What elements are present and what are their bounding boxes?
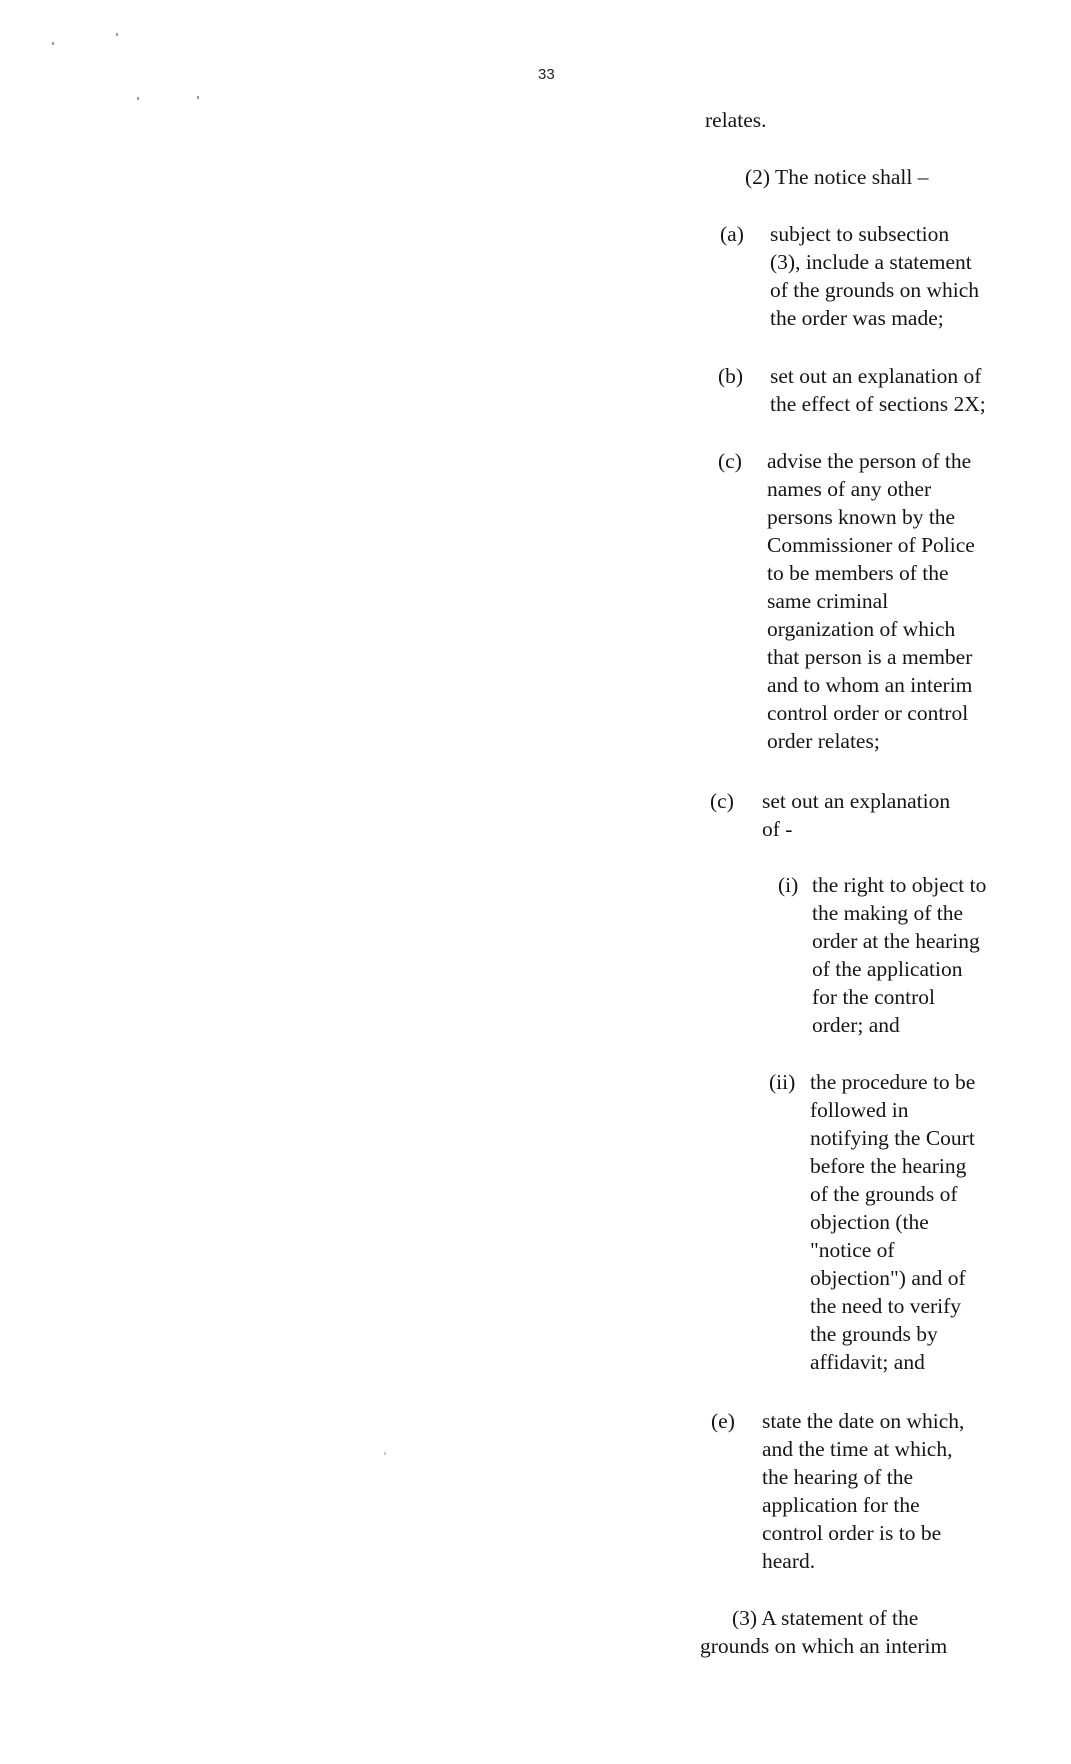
subitem-ii-text <box>810 1068 975 1376</box>
item-c2-label: (c) <box>710 789 734 813</box>
text-line: order relates; <box>767 729 880 753</box>
text-line: objection (the <box>810 1210 929 1234</box>
item-e-text <box>762 1407 964 1575</box>
text-line: the right to object to <box>812 873 987 897</box>
text-line: of the grounds on which <box>770 278 979 302</box>
scan-speck <box>116 33 118 36</box>
text-line: the effect of sections 2X; <box>770 392 986 416</box>
text-line: the procedure to be <box>810 1070 976 1094</box>
text-line: control order or control <box>767 701 969 725</box>
text-line: names of any other <box>767 477 932 501</box>
scan-speck <box>384 1452 386 1455</box>
text-line: (3) A statement of the <box>732 1606 919 1630</box>
text-line: heard. <box>762 1549 816 1573</box>
scan-speck <box>137 97 139 100</box>
text-line: same criminal <box>767 589 889 613</box>
text-line: (3), include a statement <box>770 250 972 274</box>
text-line: (2) The notice shall – <box>745 165 929 189</box>
text-line: set out an explanation <box>762 789 951 813</box>
text-line: the grounds by <box>810 1322 938 1346</box>
text-line: order; and <box>812 1013 900 1037</box>
text-line: that person is a member <box>767 645 973 669</box>
item-a-label: (a) <box>720 222 744 246</box>
text-line: to be members of the <box>767 561 949 585</box>
text-line: the making of the <box>812 901 964 925</box>
item-c-text <box>767 447 975 755</box>
text-line: before the hearing <box>810 1154 967 1178</box>
page-number: 33 <box>538 66 555 83</box>
text-line: organization of which <box>767 617 956 641</box>
lead-in-text <box>705 106 766 134</box>
subitem-ii-label: (ii) <box>769 1070 796 1094</box>
text-line: and to whom an interim <box>767 673 973 697</box>
item-c-label: (c) <box>718 449 742 473</box>
item-e-label: (e) <box>711 1409 735 1433</box>
text-line: the hearing of the <box>762 1465 914 1489</box>
text-line: state the date on which, <box>762 1409 965 1433</box>
subsection-2-heading <box>745 163 929 191</box>
subsection-3-text <box>700 1604 947 1660</box>
text-line: persons known by the <box>767 505 956 529</box>
text-line: Commissioner of Police <box>767 533 975 557</box>
text-line: for the control <box>812 985 935 1009</box>
text-line: order at the hearing <box>812 929 980 953</box>
text-line: relates. <box>705 108 767 132</box>
text-line: advise the person of the <box>767 449 972 473</box>
item-b-label: (b) <box>718 364 744 388</box>
text-line: objection") and of <box>810 1266 966 1290</box>
text-line: control order is to be <box>762 1521 942 1545</box>
text-line: the order was made; <box>770 306 944 330</box>
text-line: of the application <box>812 957 963 981</box>
text-line: of - <box>762 817 793 841</box>
subitem-i-text <box>812 871 986 1039</box>
text-line: application for the <box>762 1493 920 1517</box>
text-line: affidavit; and <box>810 1350 925 1374</box>
scan-speck <box>197 96 199 99</box>
item-a-text <box>770 220 979 332</box>
text-line: grounds on which an interim <box>700 1634 948 1658</box>
text-line: set out an explanation of <box>770 364 982 388</box>
text-line: "notice of <box>810 1238 895 1262</box>
text-line: and the time at which, <box>762 1437 953 1461</box>
text-line: the need to verify <box>810 1294 962 1318</box>
text-line: of the grounds of <box>810 1182 958 1206</box>
text-line: notifying the Court <box>810 1126 975 1150</box>
text-line: subject to subsection <box>770 222 950 246</box>
subitem-i-label: (i) <box>778 873 799 897</box>
item-b-text <box>770 362 986 418</box>
item-c2-text <box>762 787 950 843</box>
text-line: followed in <box>810 1098 909 1122</box>
scan-speck <box>52 42 54 45</box>
